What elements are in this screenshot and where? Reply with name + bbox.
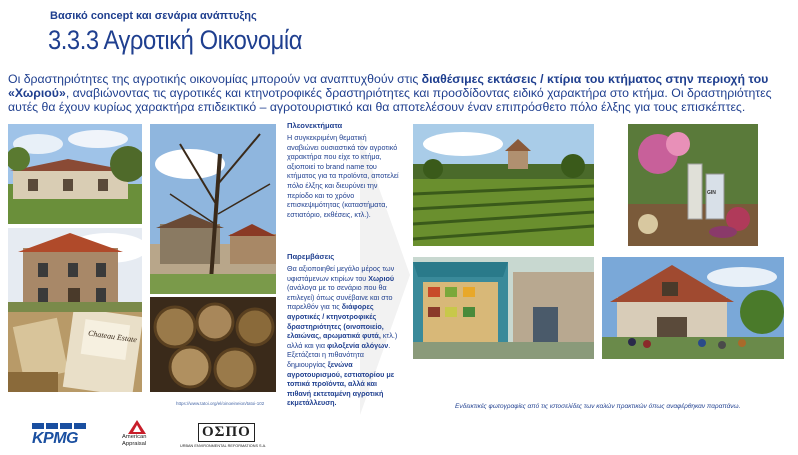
kpmg-logo	[32, 423, 87, 447]
american-appraisal-line1: American	[122, 434, 147, 440]
advantages-heading: Πλεονεκτήματα	[287, 121, 343, 130]
intro-paragraph: Οι δραστηριότητες της αγροτικής οικονομίας μπορούν να αναπτυχθούν στις διαθέσιμες εκτάσεις / κτίρια του κτήματος στην περιοχή του «Χωριού», αναβιώνοντας τις αγροτικές και κτηνοτροφικές δραστηριότητες και προσδίδοντας ειδικό χαρακτήρα στο κτήμα. Οι δραστηριότητες αυτές θα έχουν κυρίως χαρακτήρα επιδεικτικό – αγροτουριστικό και θα αποτελέσουν έναν επιπρόσθετο πόλο έλξης για τους επισκέπτες.	[8, 72, 772, 114]
photo-bottle-label	[8, 312, 142, 392]
photo-market-stall	[413, 257, 594, 359]
advantages-text: Η συγκεκριμένη θεματική αναβιώνει ουσιαστικά τον αγροτικό χαρακτήρα που είχε το κτήμα, αξιοποιεί το brand name του κτήματος για τα προϊόντα, αποτελεί πόλο έλξης και διευρύνει την περίοδο και το χρόνο επισκεψιμότητας (καταστήματα, εστιατόριο, εκθέσεις, κτλ.).	[287, 133, 399, 219]
remarks-heading: Παρεμβάσεις	[287, 252, 335, 261]
section-subtitle: Βασικό concept και σενάρια ανάπτυξης	[50, 10, 257, 22]
photo-vineyard	[413, 124, 594, 246]
photo-village-tree	[150, 124, 276, 294]
urban-logo-text: URBAN ENVIRONMENTAL REFORMATIONS S.A.	[180, 444, 267, 448]
remarks-text: Θα αξιοποιηθεί μεγάλο μέρος των υφιστάμενων κτιρίων του Χωριού (ανάλογα με το σενάριο που θα επιλεγεί) όπως συνέβαινε και στο παρελθόν για τις διάφορες αγροτικές / κτηνοτροφικές δραστηριότητες (οινοποιείο, ελαιώνας, αρωματικά φυτά, κτλ.) αλλά και για φιλοξενία αλόγων. Εξετάζεται η πιθανότητα δημιουργίας ξενώνα αγροτουρισμού, εστιατορίου με τοπικά προϊόντα, αλλά και πιθανή εκτεταμένη αγροτική εκμετάλλευση.	[287, 264, 398, 408]
photo-wine-barrels	[150, 297, 276, 392]
kpmg-logo-text: KPMG	[32, 430, 78, 447]
urban-environmental-logo	[180, 423, 270, 450]
label-text: Chateau Estate	[87, 328, 138, 345]
american-appraisal-line2: Appraisal	[122, 440, 147, 447]
page-title: 3.3.3 Αγροτική Οικονομία	[48, 25, 303, 55]
photo-stone-building	[8, 228, 142, 312]
american-appraisal-logo	[122, 420, 162, 447]
urban-logo-mark: ΟΣΠΟ	[198, 423, 255, 442]
photo-gin-table	[628, 124, 758, 246]
photo-source-url[interactable]: https://www.tatoi.org/el/oinoeineion/tatoi-102	[176, 401, 265, 406]
photo-barn-event	[602, 257, 784, 359]
american-appraisal-icon	[128, 420, 146, 434]
gin-label: GIN	[707, 190, 716, 196]
photo-farmhouse	[8, 124, 142, 224]
photos-caption: Ενδεικτικές φωτογραφίες από τις ιστοσελίδες των καλών πρακτικών όπως αναφέρθηκαν παραπάνω.	[455, 403, 741, 410]
